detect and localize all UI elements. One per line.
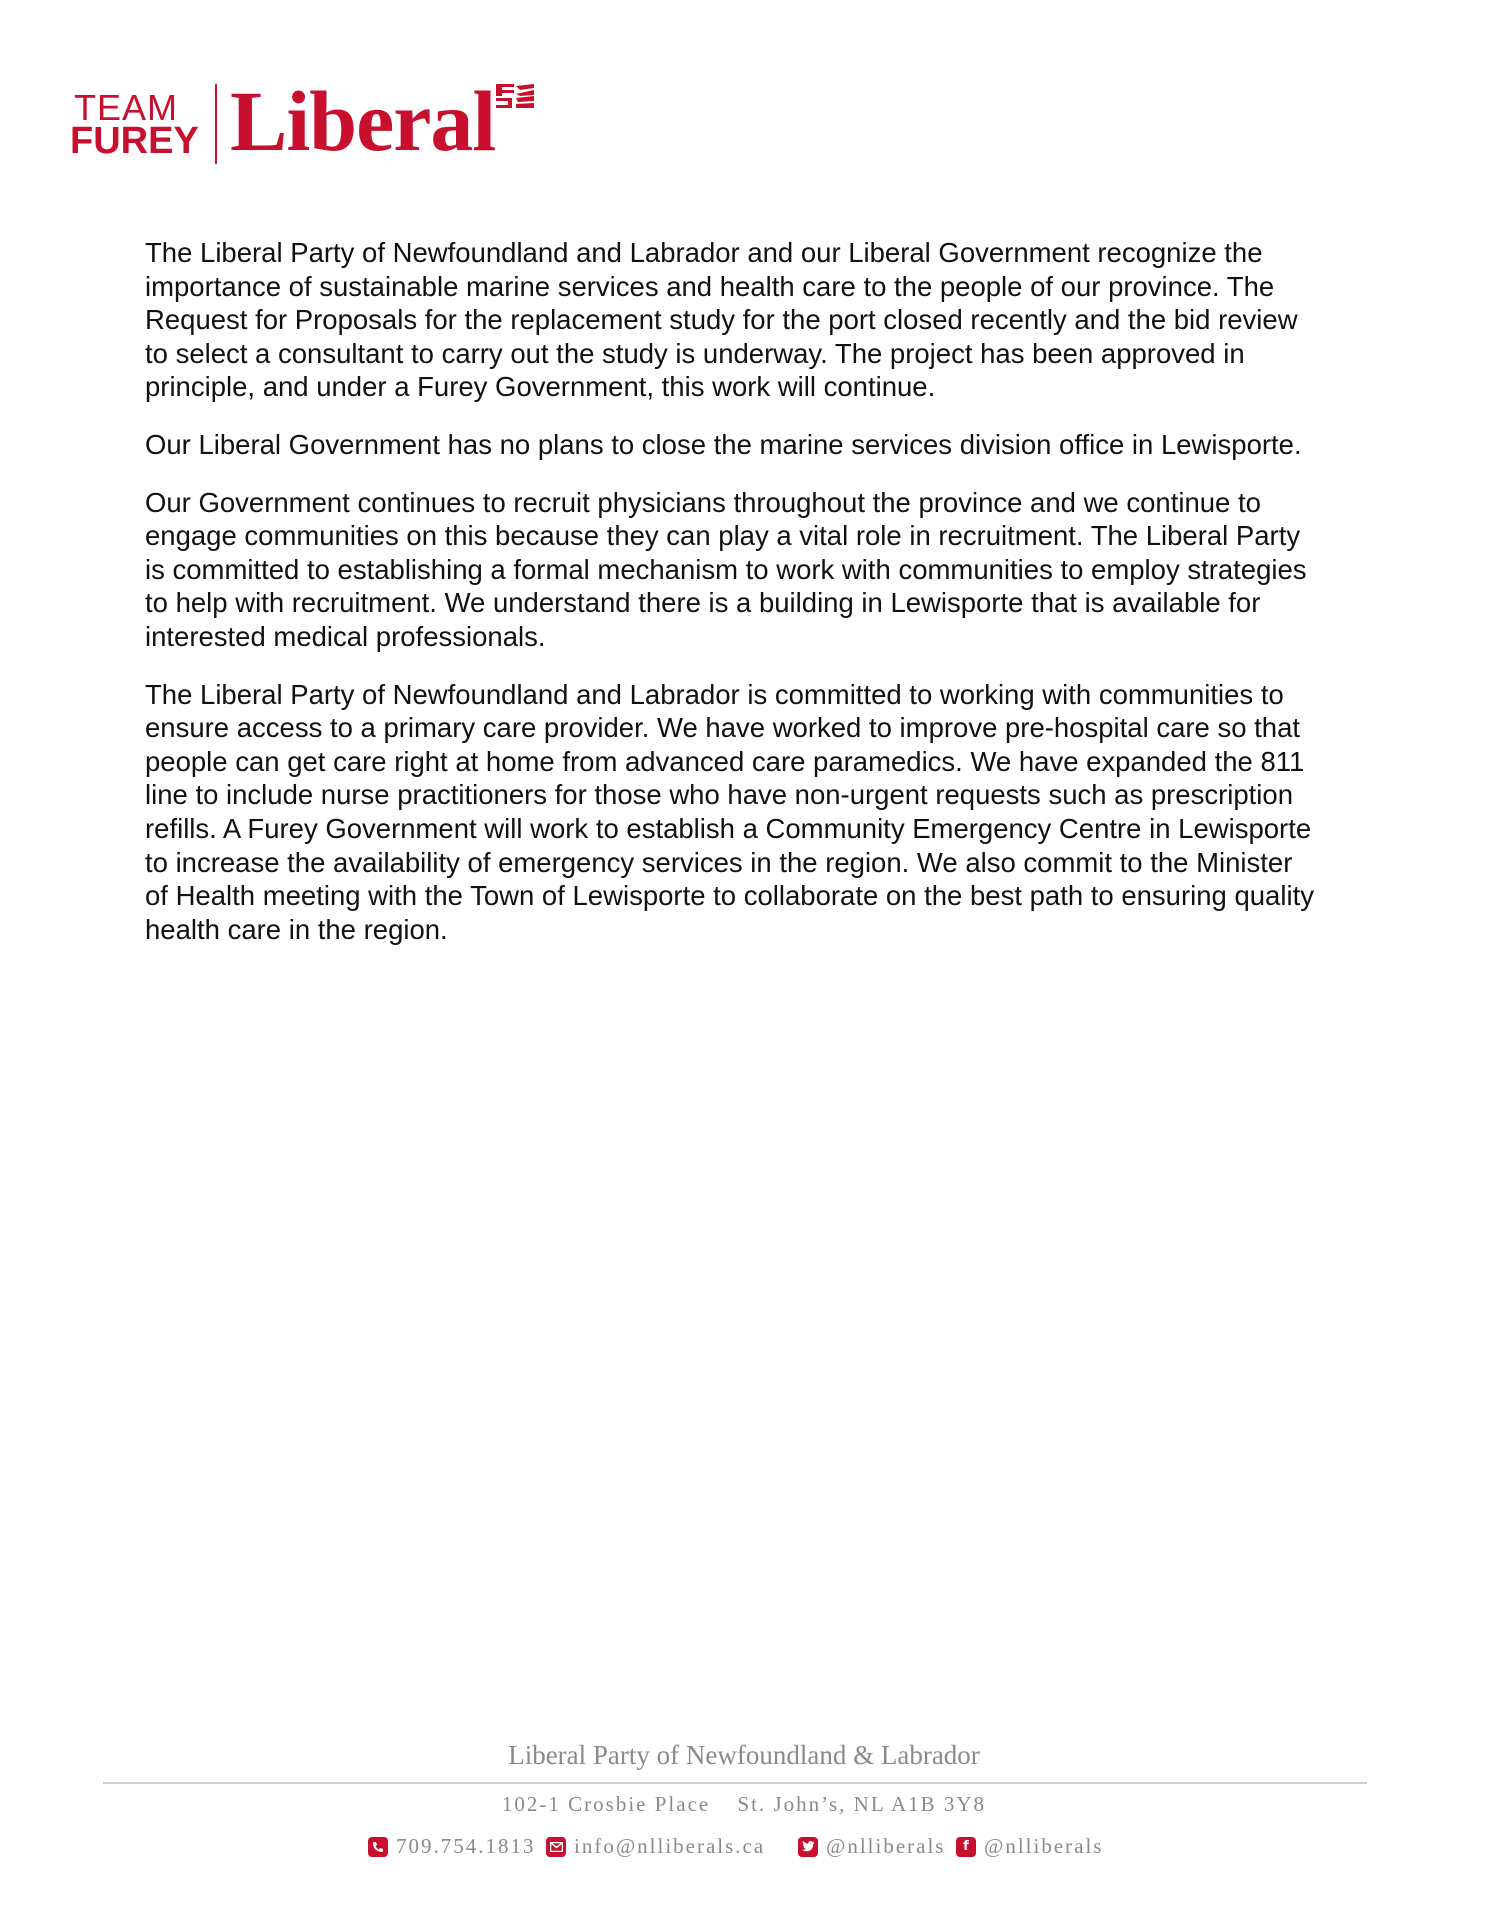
footer-divider bbox=[103, 1782, 1367, 1784]
twitter-icon bbox=[798, 1837, 818, 1857]
paragraph-physician-recruitment: Our Government continues to recruit physicians throughout the province and we continue to engage communities on this because they can play a vital role in recruitment. The Liberal Party is committed to establishing a formal mechanism to work with communities to employ strategies to help with recruitment. We understand there is a building in Lewisporte that is available for interested medical professionals. bbox=[145, 486, 1307, 652]
logo-furey-text: FUREY bbox=[70, 120, 199, 162]
email-icon bbox=[546, 1837, 566, 1857]
logo-divider bbox=[215, 84, 217, 164]
letter-body bbox=[145, 236, 1315, 970]
contact-facebook[interactable] bbox=[956, 1834, 1103, 1859]
phone-icon bbox=[368, 1837, 388, 1857]
paragraph-marine-services: The Liberal Party of Newfoundland and Labrador and our Liberal Government recognize the importance of sustainable marine services and health care to the people of our province. The Request for Proposals for the replacement study for the port closed recently and the bid review to select a consultant to carry out the study is underway. The project has been approved in principle, and under a Furey Government, this work will continue. bbox=[145, 237, 1298, 403]
facebook-handle: @nlliberals bbox=[984, 1834, 1104, 1858]
contact-twitter[interactable] bbox=[798, 1834, 945, 1859]
twitter-handle: @nlliberals bbox=[826, 1834, 946, 1858]
address-street: 102-1 Crosbie Place bbox=[501, 1792, 711, 1816]
logo-liberal-text: Liberal bbox=[230, 73, 496, 169]
team-furey-liberal-logo bbox=[70, 73, 550, 169]
footer-address bbox=[0, 1792, 1488, 1817]
contact-email[interactable] bbox=[546, 1834, 765, 1859]
footer-org-name: Liberal Party of Newfoundland & Labrador bbox=[508, 1740, 980, 1770]
logo-team-text: TEAM bbox=[74, 87, 179, 128]
footer-contacts bbox=[0, 1834, 1488, 1864]
facebook-icon: f bbox=[956, 1837, 976, 1857]
phone-number: 709.754.1813 bbox=[396, 1834, 536, 1858]
paragraph-division-office: Our Liberal Government has no plans to close the marine services division office in Lewisporte. bbox=[145, 428, 1302, 460]
paragraph-primary-care: The Liberal Party of Newfoundland and Labrador is committed to working with communities to ensure access to a primary care provider. We have worked to improve pre-hospital care so that people can get care right at home from advanced care paramedics. We have expanded the 811 line to include nurse practitioners for those who have non-urgent requests such as prescription refills. A Furey Government will work to establish a Community Emergency Centre in Lewisporte to increase the availability of emergency services in the region. We also commit to the Minister of Health meeting with the Town of Lewisporte to collaborate on the best path to ensuring quality health care in the region. bbox=[145, 678, 1314, 945]
email-address: info@nlliberals.ca bbox=[574, 1834, 766, 1858]
newfoundland-flag-icon bbox=[496, 84, 536, 108]
address-city: St. John’s, NL A1B 3Y8 bbox=[737, 1792, 987, 1816]
contact-phone[interactable] bbox=[368, 1834, 536, 1859]
